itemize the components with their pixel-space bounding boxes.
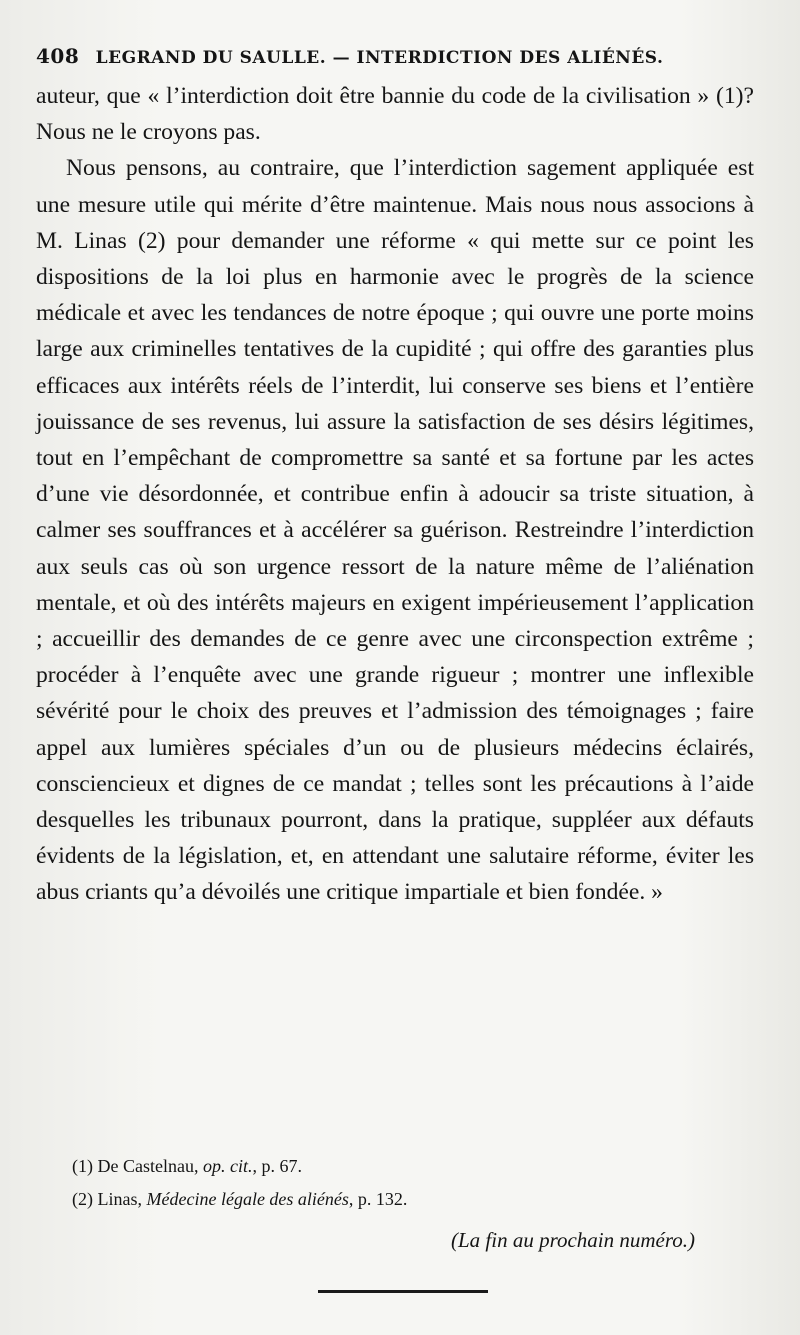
footnote-2-page: , p. 132. bbox=[348, 1189, 408, 1209]
footnotes bbox=[72, 1150, 722, 1216]
closing-rule bbox=[318, 1290, 488, 1293]
footnote-1 bbox=[72, 1150, 722, 1183]
paragraph-continued: auteur, que « l’interdiction doit être bannie du code de la civilisation » (1)? Nous ne le croyons pas. bbox=[36, 83, 754, 146]
running-title: LEGRAND DU SAULLE. — INTERDICTION DES ALIÉNÉS. bbox=[95, 48, 664, 68]
running-header bbox=[36, 44, 700, 68]
footnote-2-italic: Médecine légale des aliénés bbox=[146, 1189, 349, 1209]
footnote-2 bbox=[72, 1183, 722, 1216]
footnote-1-italic: op. cit. bbox=[202, 1156, 253, 1176]
footnote-1-author: De Castelnau, bbox=[97, 1156, 199, 1176]
continuation-note: (La fin au prochain numéro.) bbox=[450, 1228, 695, 1252]
footnote-2-mark: (2) bbox=[72, 1189, 93, 1209]
main-text bbox=[36, 78, 754, 911]
footnote-1-mark: (1) bbox=[72, 1156, 93, 1176]
paragraph-main: Nous pensons, au contraire, que l’interdiction sagement appliquée est une mesure utile qui mérite d’être maintenue. Mais nous nous associons à M. Linas (2) pour demander une réforme « qui mette sur ce point les dispositions de la loi plus en harmonie avec le progrès de la science médicale et avec les tendances de notre époque ; qui ouvre une porte moins large aux criminelles tentatives de la cupidité ; qui offre des garanties plus efficaces aux intérêts réels de l’interdit, lui conserve ses biens et l’entière jouissance de ses revenus, lui assure la satisfaction de ses désirs légitimes, tout en l’empêchant de compromettre sa santé et sa fortune par les actes d’une vie désordonnée, et contribue enfin à adoucir sa triste situation, à calmer ses souffrances et à accélérer sa guérison. Restreindre l’interdiction aux seuls cas où son urgence ressort de la nature même de l’aliénation mentale, et où des intérêts majeurs en exigent impérieusement l’application ; accueillir des demandes de ce genre avec une circonspection extrême ; procéder à l’enquête avec une grande rigueur ; montrer une inflexible sévérité pour le choix des preuves et l’admission des témoignages ; faire appel aux lumières spéciales d’un ou de plusieurs médecins éclairés, consciencieux et dignes de ce mandat ; telles sont les précautions à l’aide desquelles les tribunaux pourront, dans la pratique, suppléer aux défauts évidents de la législation, et, en attendant une salutaire réforme, éviter les abus criants qu’a dévoilés une critique impartiale et bien fondée. » bbox=[36, 155, 754, 906]
page-number: 408 bbox=[36, 44, 80, 68]
footnote-1-page: , p. 67. bbox=[252, 1156, 302, 1176]
footnote-2-author: Linas, bbox=[97, 1189, 142, 1209]
